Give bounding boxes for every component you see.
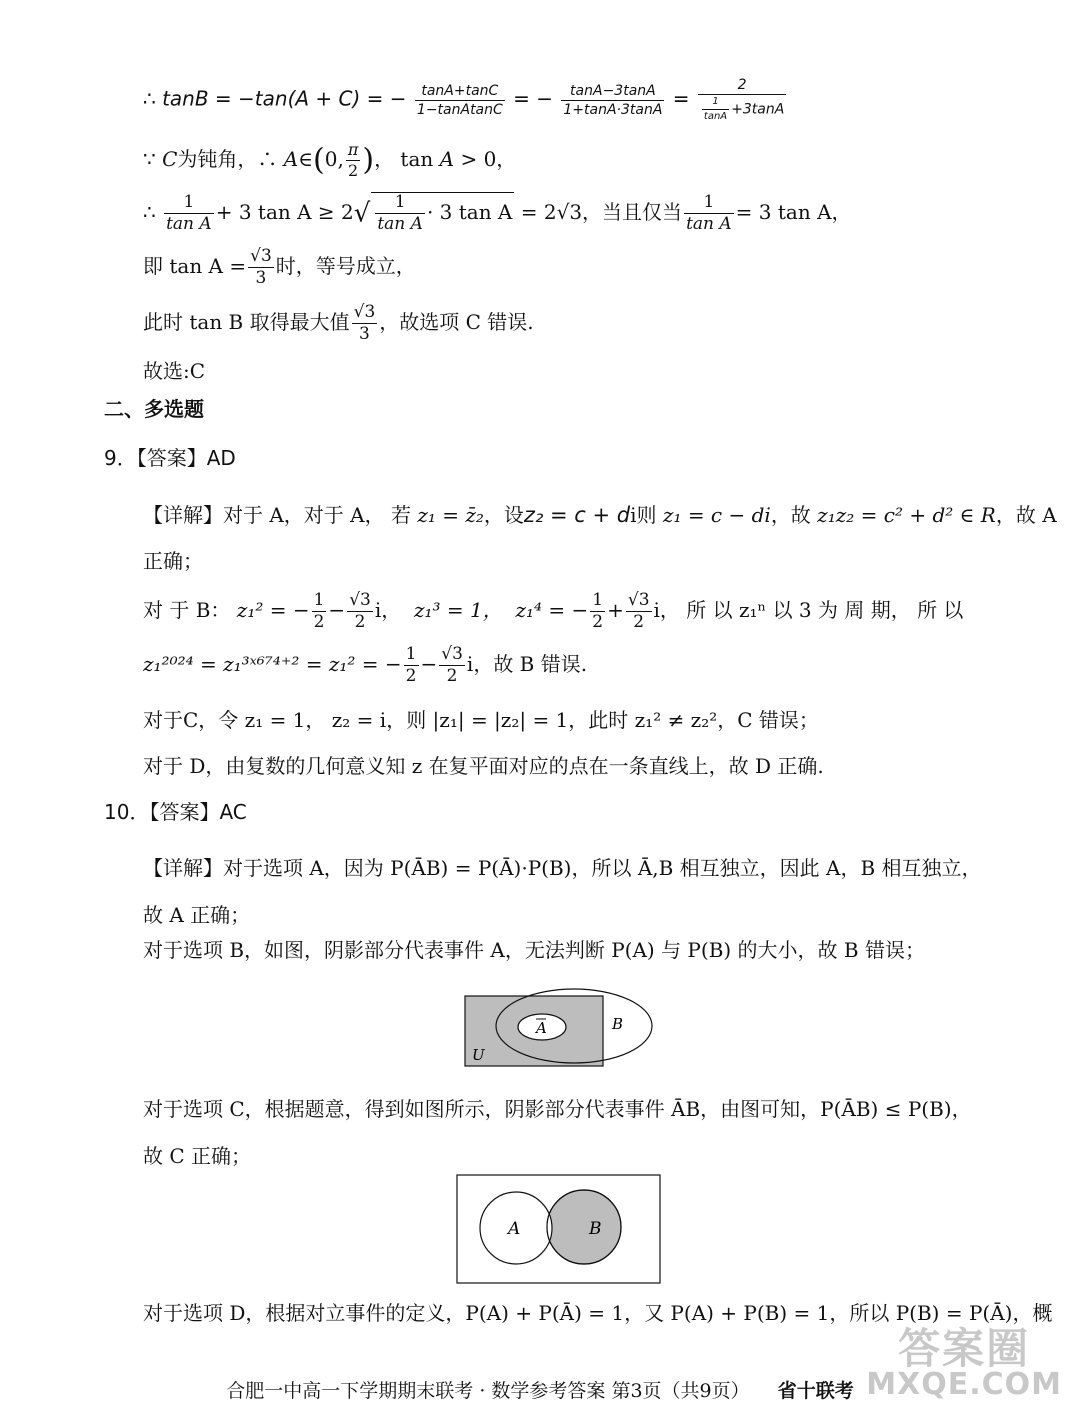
- watermark: [866, 1324, 1062, 1402]
- derivation-lead: ∴ tanB = −tan(A + C) = −: [143, 86, 407, 111]
- label-b-2: B: [589, 1219, 602, 1239]
- q9-option-b-cont: z₁²⁰²⁴ = z₁³ˣ⁶⁷⁴⁺² = z₁² = − $\frac{1}{2}$ − $\frac{√3}{2}$ i，故 B 错误.: [143, 644, 588, 686]
- fraction-3: 2 $\frac{1}{\tan A}$ +3tanA: [698, 78, 786, 122]
- am-gm-line: ∴ $\frac{1}{\text{tan A}}$ + 3 tan A ≥ 2√ $\frac{1}{\text{tan A}}$ · 3 tan A = 2√3，当且仅当 $\frac{1}{\text{tan A}}$ = 3 tan A，: [143, 192, 852, 234]
- label-u: U: [472, 1046, 485, 1064]
- q9-option-c: 对于C，令 z₁ = 1， z₂ = i，则 |z₁| = |z₂| = 1，此时 z₁² ≠ z₂²，C 错误；: [143, 708, 819, 732]
- q10-answer: 10．【答案】AC: [104, 800, 247, 824]
- watermark-line2: MXQE.COM: [866, 1367, 1062, 1402]
- q10-option-c-end: 故 C 正确；: [143, 1144, 252, 1168]
- label-a-2: A: [508, 1219, 521, 1239]
- equality-condition: 即 tan A = $\frac{√3}{3}$ 时，等号成立，: [143, 246, 416, 288]
- q10-option-b: 对于选项 B，如图，阴影部分代表事件 A，无法判断 P(A) 与 P(B) 的大小，故 B 错误；: [143, 938, 925, 962]
- venn-figure-1: [462, 988, 662, 1068]
- c-obtuse-line: ∵ C为钝角，∴ A∈(0, $\frac{\pi}{2}$ )， tan A > 0，: [143, 140, 517, 180]
- q10-option-a: 【详解】对于选项 A，因为 P(ĀB) = P(Ā)·P(B)，所以 Ā,B 相互独立，因此 A，B 相互独立，: [143, 856, 982, 880]
- q10-option-d: 对于选项 D，根据对立事件的定义，P(A) + P(Ā) = 1，又 P(A) + P(B) = 1，所以 P(B) = P(Ā)，概: [143, 1301, 1053, 1325]
- venn-figure-2: [456, 1173, 664, 1285]
- q9-option-b: 对 于 B： z₁² = − $\frac{1}{2}$ − $\frac{√3}{2}$ i， z₁³ = 1， z₁⁴ = − $\frac{1}{2}$ + $\frac{√3}{2}$ i， 所 以 z₁ⁿ 以 3 为 周 期， 所 以: [143, 590, 964, 632]
- q9-option-d: 对于 D，由复数的几何意义知 z 在复平面对应的点在一条直线上，故 D 正确.: [143, 754, 824, 778]
- equals: =: [672, 86, 690, 111]
- q9-answer: 9．【答案】AD: [104, 446, 236, 470]
- footer-brand: 省十联考: [777, 1380, 854, 1402]
- tanb-derivation: [143, 78, 788, 122]
- label-b: B: [612, 1015, 624, 1033]
- equals-minus: = −: [513, 86, 554, 111]
- max-value-line: 此时 tan B 取得最大值 $\frac{√3}{3}$ ，故选项 C 错误.: [143, 302, 534, 344]
- section-heading: 二、多选题: [104, 397, 204, 421]
- label-abar: A: [536, 1019, 547, 1037]
- fraction-1: $\frac{\tan A+\tan C}{\text{1−tanAtanC}}$: [416, 82, 503, 118]
- q9-detail-a: 【详解】对于 A，对于 A， 若 z₁ = z̄₂，设z₂ = c + di则 z₁ = c − di，故 z₁z₂ = c² + d² ∈ R，故 A: [143, 503, 1057, 527]
- q9-detail-a-end: 正确；: [143, 549, 203, 573]
- q8-choice: 故选:C: [143, 359, 206, 383]
- q10-option-a-end: 故 A 正确；: [143, 903, 251, 927]
- q10-option-c: 对于选项 C，根据题意，得到如图所示，阴影部分代表事件 ĀB，由图可知，P(ĀB) ≤ P(B)，: [143, 1097, 972, 1121]
- footer-text: 合肥一中高一下学期期末联考 · 数学参考答案 第3页（共9页）: [226, 1380, 750, 1402]
- watermark-line1: 答案圈: [898, 1324, 1031, 1373]
- fraction-2: $\frac{\tan A-3\tan A}{1+\tan A\cdot 3\tan A}$: [563, 82, 663, 118]
